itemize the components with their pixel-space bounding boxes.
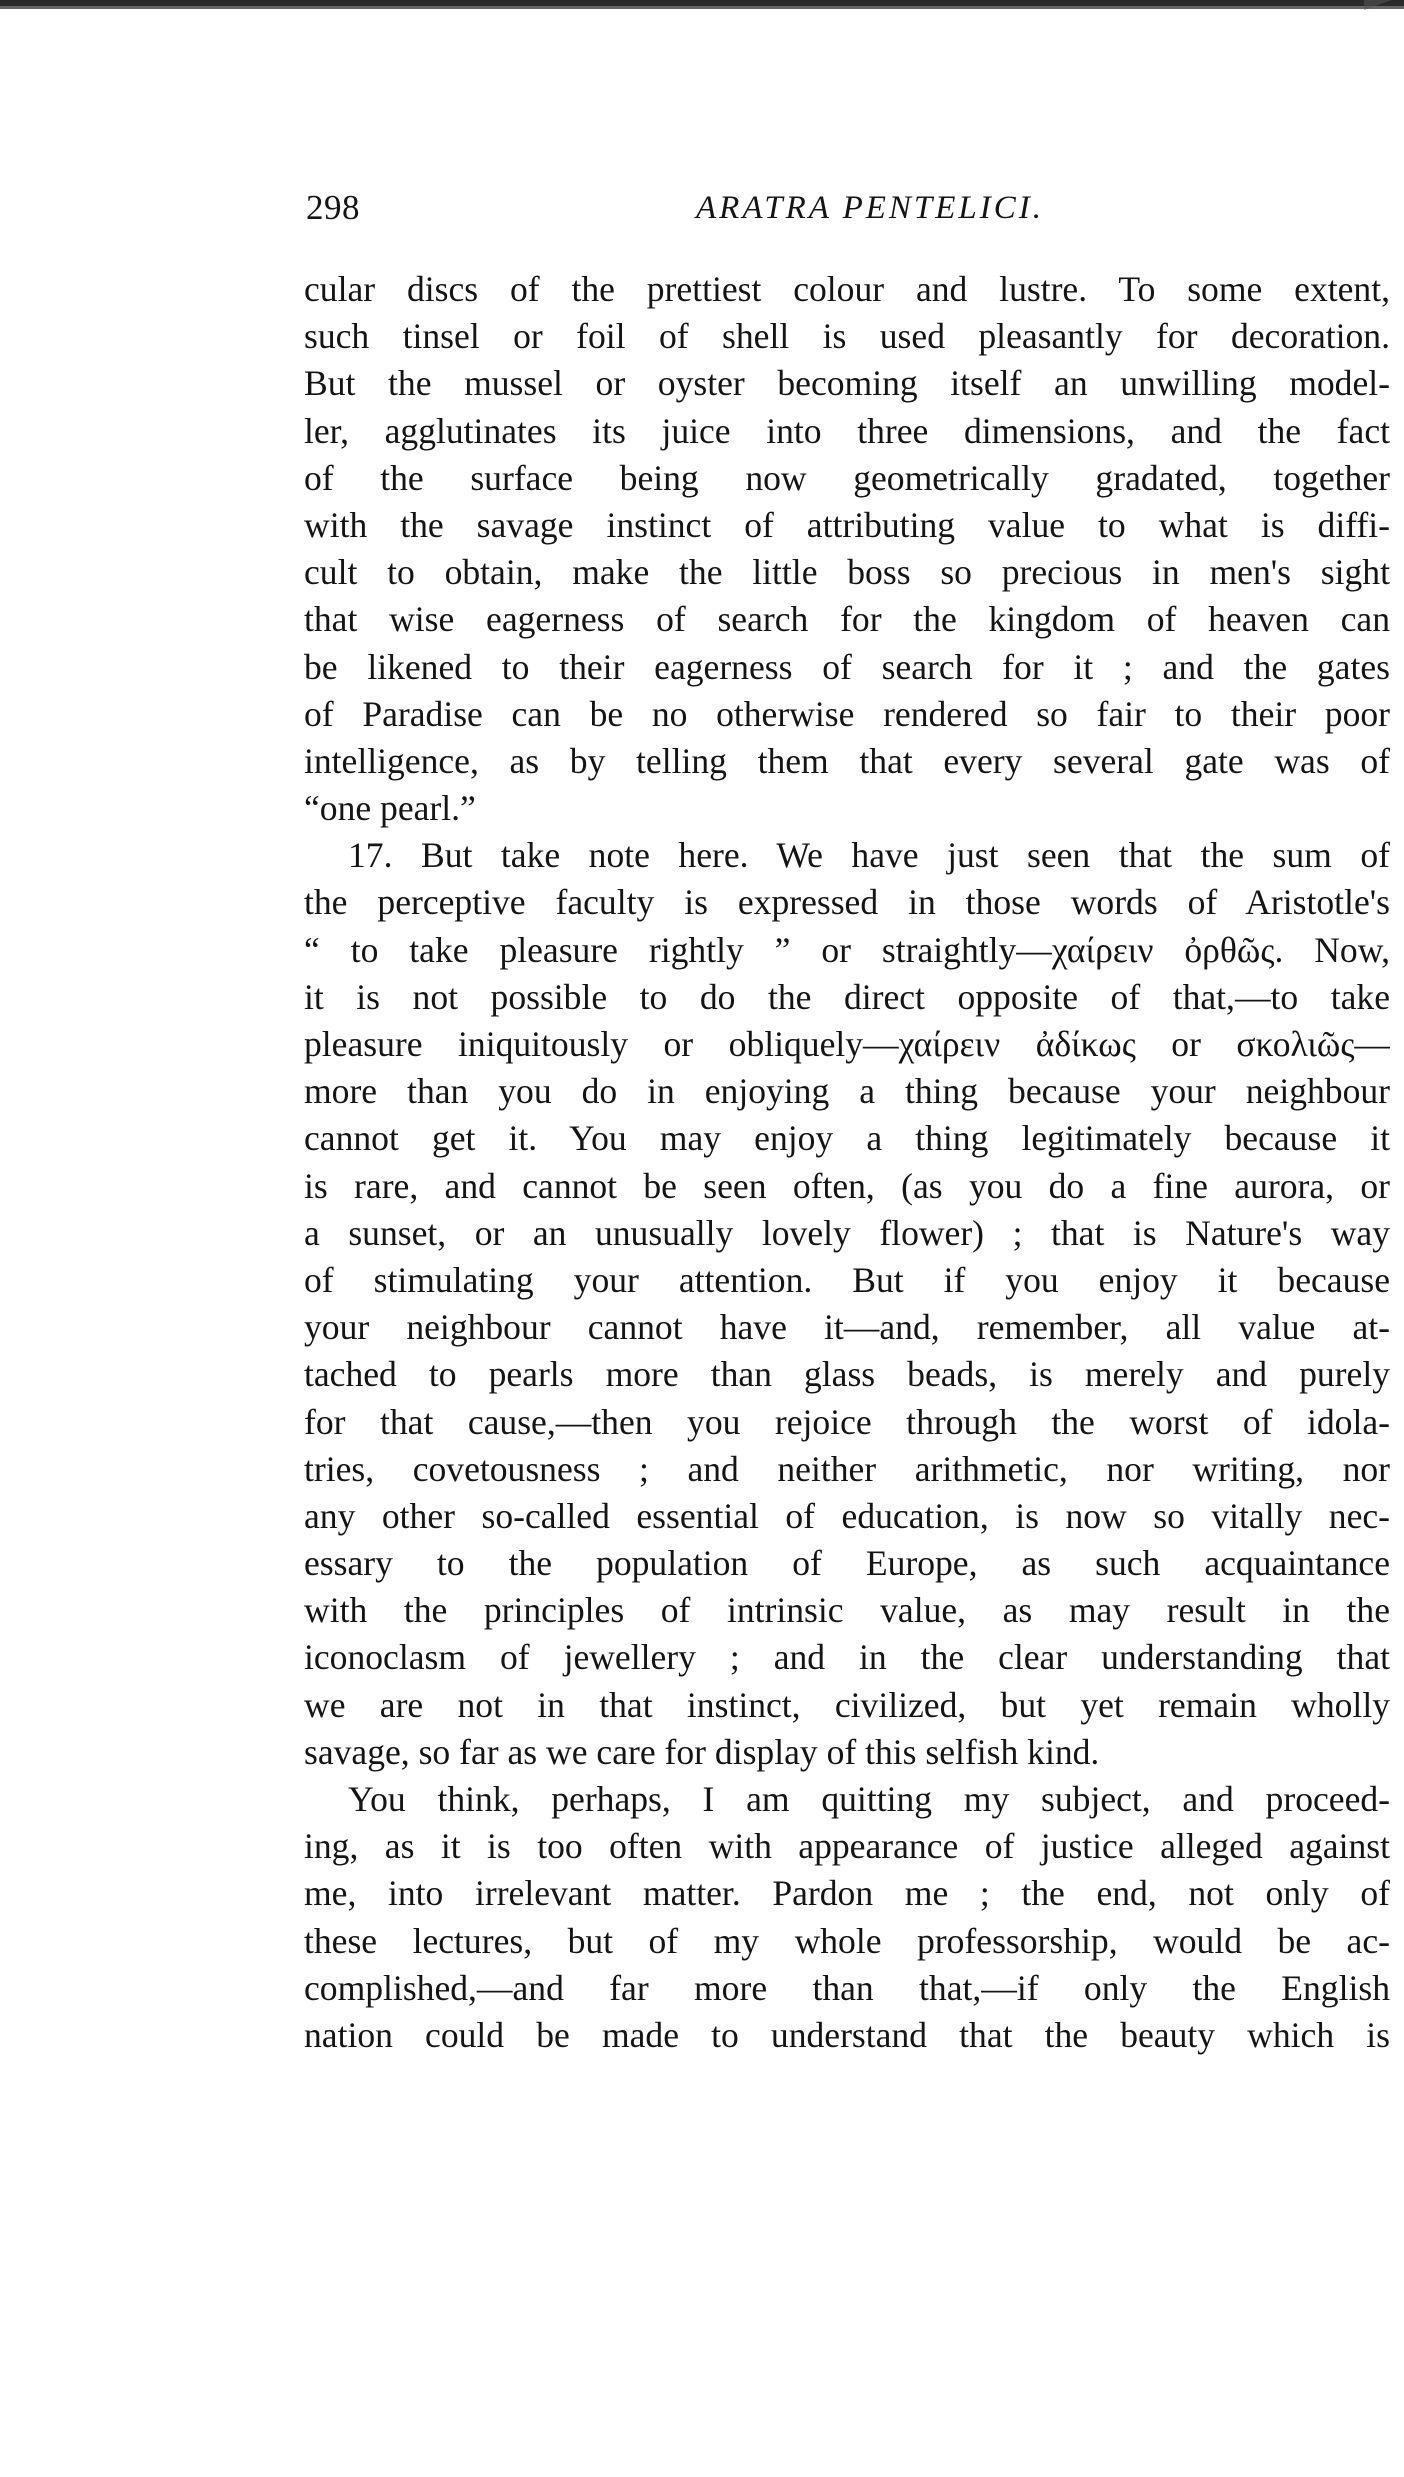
text-line: for that cause,—then you rejoice through the worst of idola- — [304, 1401, 1390, 1442]
text-line: of Paradise can be no otherwise rendered so fair to their poor — [304, 693, 1390, 734]
text-line: “ to take pleasure rightly ” or straightly—χαίρειν ὀρθῶς. Now, — [304, 929, 1390, 970]
text-line: of stimulating your attention. But if you enjoy it because — [304, 1259, 1390, 1300]
page-number: 298 — [306, 188, 360, 227]
text-line: your neighbour cannot have it—and, remember, all value at- — [304, 1307, 1390, 1348]
text-line: the perceptive faculty is expressed in those words of Aristotle's — [304, 882, 1390, 923]
text-line: is rare, and cannot be seen often, (as you do a fine aurora, or — [304, 1165, 1390, 1206]
text-line: with the principles of intrinsic value, as may result in the — [304, 1590, 1390, 1631]
text-line: tached to pearls more than glass beads, is merely and purely — [304, 1354, 1390, 1395]
text-line: we are not in that instinct, civilized, but yet remain wholly — [304, 1684, 1390, 1725]
page-corner-shadow — [1364, 0, 1404, 110]
text-line: cult to obtain, make the little boss so precious in men's sight — [304, 552, 1390, 593]
text-line: me, into irrelevant matter. Pardon me ; the end, not only of — [304, 1873, 1390, 1914]
top-edge-rule — [0, 0, 1404, 14]
text-line: these lectures, but of my whole professorship, would be ac- — [304, 1920, 1390, 1961]
paragraph-start-line: You think, perhaps, I am quitting my subject, and proceed- — [348, 1779, 1390, 1819]
text-line: tries, covetousness ; and neither arithmetic, nor writing, nor — [304, 1448, 1390, 1489]
text-line: such tinsel or foil of shell is used pleasantly for decoration. — [304, 316, 1390, 357]
text-line: essary to the population of Europe, as such acquaintance — [304, 1543, 1390, 1584]
text-line: more than you do in enjoying a thing because your neighbour — [304, 1071, 1390, 1112]
text-line: cannot get it. You may enjoy a thing legitimately because it — [304, 1118, 1390, 1159]
text-line: “one pearl.” — [304, 788, 476, 829]
body-text — [304, 266, 1390, 2059]
text-line: intelligence, as by telling them that every several gate was of — [304, 740, 1390, 781]
text-line: nation could be made to understand that the beauty which is — [304, 2014, 1390, 2055]
running-title: ARATRA PENTELICI. — [696, 190, 1044, 226]
text-line: a sunset, or an unusually lovely flower) ; that is Nature's way — [304, 1212, 1390, 1253]
text-line: that wise eagerness of search for the kingdom of heaven can — [304, 599, 1390, 640]
text-line: ing, as it is too often with appearance of justice alleged against — [304, 1826, 1390, 1867]
text-line: ler, agglutinates its juice into three dimensions, and the fact — [304, 410, 1390, 451]
text-line: with the savage instinct of attributing value to what is diffi- — [304, 504, 1390, 545]
text-line: savage, so far as we care for display of this selfish kind. — [304, 1731, 1100, 1772]
text-line: pleasure iniquitously or obliquely—χαίρειν ἀδίκως or σκολιῶς— — [304, 1024, 1390, 1064]
page-header — [306, 188, 1394, 240]
text-line: it is not possible to do the direct opposite of that,—to take — [304, 976, 1390, 1017]
paragraph-start-line: 17. But take note here. We have just seen that the sum of — [348, 835, 1390, 876]
text-line: any other so-called essential of education, is now so vitally nec- — [304, 1495, 1390, 1536]
text-line: complished,—and far more than that,—if only the English — [304, 1967, 1390, 2008]
text-line: cular discs of the prettiest colour and lustre. To some extent, — [304, 269, 1390, 309]
text-line: be likened to their eagerness of search for it ; and the gates — [304, 646, 1390, 687]
text-line: But the mussel or oyster becoming itself an unwilling model- — [304, 363, 1390, 404]
text-line: of the surface being now geometrically gradated, together — [304, 457, 1390, 498]
text-line: iconoclasm of jewellery ; and in the clear understanding that — [304, 1637, 1390, 1678]
